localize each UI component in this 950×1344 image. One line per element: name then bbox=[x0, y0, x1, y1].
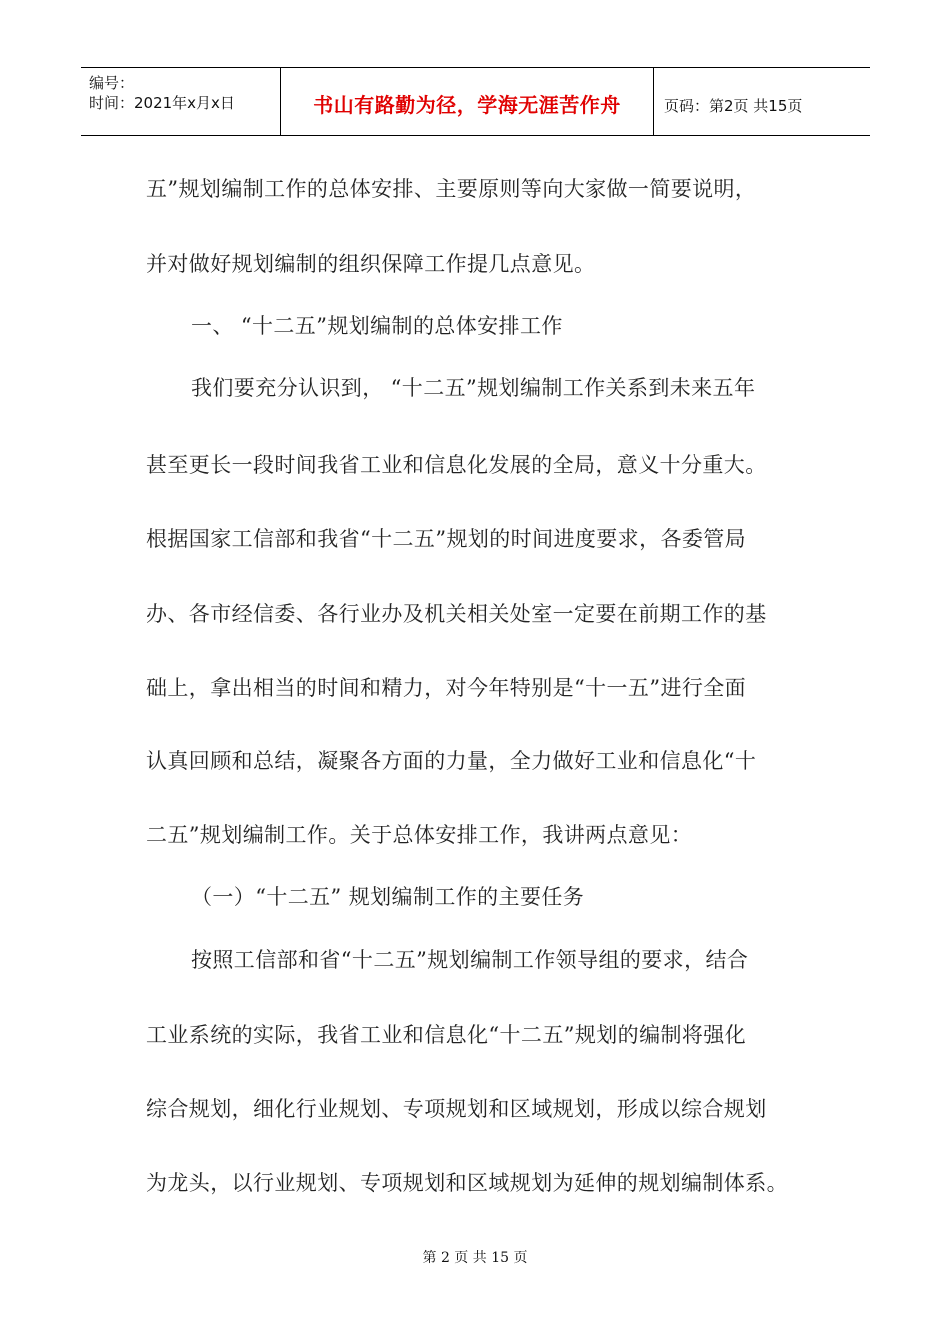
body-line: 认真回顾和总结，凝聚各方面的力量，全力做好工业和信息化“十 bbox=[146, 749, 757, 773]
motto: 书山有路勤为径，学海无涯苦作舟 bbox=[313, 93, 621, 117]
header-page-cell bbox=[654, 68, 870, 135]
date-line: 时间：2021年x月x日 bbox=[89, 94, 235, 112]
body-line: 根据国家工信部和我省“十二五”规划的时间进度要求，各委管局 bbox=[146, 527, 747, 551]
page-footer: 第 2 页 共 15 页 bbox=[422, 1250, 528, 1266]
body-line: 础上，拿出相当的时间和精力，对今年特别是“十一五”进行全面 bbox=[146, 676, 747, 700]
serial-label: 编号： bbox=[89, 74, 135, 92]
body-line: 并对做好规划编制的组织保障工作提几点意见。 bbox=[146, 252, 596, 276]
body-line: 综合规划，细化行业规划、专项规划和区域规划，形成以综合规划 bbox=[146, 1097, 767, 1121]
body-line: 五”规划编制工作的总体安排、主要原则等向大家做一简要说明， bbox=[146, 177, 757, 201]
section-heading: 一、 “十二五”规划编制的总体安排工作 bbox=[191, 314, 563, 338]
header-meta-cell bbox=[81, 68, 281, 135]
header-motto-cell bbox=[281, 68, 654, 135]
header-table bbox=[81, 67, 870, 136]
page-info: 页码：第2页 共15页 bbox=[664, 97, 803, 115]
body-line: 办、各市经信委、各行业办及机关相关处室一定要在前期工作的基 bbox=[146, 602, 767, 626]
subsection-heading: （一）“十二五” 规划编制工作的主要任务 bbox=[191, 885, 585, 909]
body-line: 按照工信部和省“十二五”规划编制工作领导组的要求，结合 bbox=[191, 948, 749, 972]
body-line: 为龙头，以行业规划、专项规划和区域规划为延伸的规划编制体系。 bbox=[146, 1171, 788, 1195]
body-line: 二五”规划编制工作。关于总体安排工作，我讲两点意见： bbox=[146, 823, 693, 847]
body-line: 工业系统的实际，我省工业和信息化“十二五”规划的编制将强化 bbox=[146, 1023, 747, 1047]
body-line: 我们要充分认识到， “十二五”规划编制工作关系到未来五年 bbox=[191, 376, 756, 400]
body-line: 甚至更长一段时间我省工业和信息化发展的全局，意义十分重大。 bbox=[146, 453, 767, 477]
